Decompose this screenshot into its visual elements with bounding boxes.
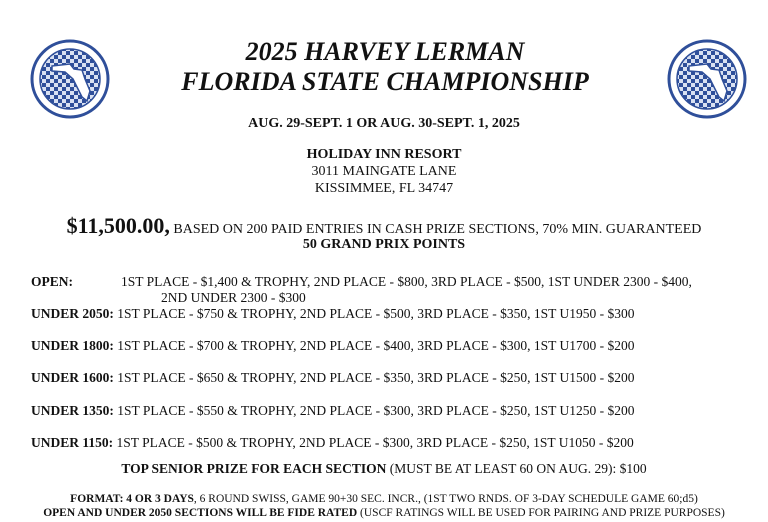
prize-fund-text: BASED ON 200 PAID ENTRIES IN CASH PRIZE SECTIONS, 70% MIN. GUARANTEED <box>169 222 702 237</box>
section-name: UNDER 2050: <box>31 306 114 321</box>
section-prizes-continued: 2ND UNDER 2300 - $300 <box>161 290 306 305</box>
venue-name: HOLIDAY INN RESORT <box>306 147 462 162</box>
venue-street: 3011 MAINGATE LANE <box>311 164 457 179</box>
format-detail: , 6 ROUND SWISS, GAME 90+30 SEC. INCR., (1ST TWO RNDS. OF 3-DAY SCHEDULE GAME 60;d5) <box>193 493 698 505</box>
prize-fund <box>0 213 768 239</box>
section-name: UNDER 1800: <box>31 338 114 353</box>
section-under-1350 <box>31 403 635 419</box>
section-under-1600 <box>31 370 635 386</box>
section-prizes: 1ST PLACE - $700 & TROPHY, 2ND PLACE - $400, 3RD PLACE - $300, 1ST U1700 - $200 <box>113 338 635 353</box>
section-name: UNDER 1150: <box>31 435 114 450</box>
format-label: FORMAT: 4 OR 3 DAYS <box>70 493 194 505</box>
fide-label: OPEN AND UNDER 2050 SECTIONS WILL BE FIDE RATED <box>43 507 358 519</box>
section-prizes: 1ST PLACE - $1,400 & TROPHY, 2ND PLACE - $800, 3RD PLACE - $500, 1ST UNDER 2300 - $400, <box>121 274 692 289</box>
venue-city: KISSIMMEE, FL 34747 <box>314 181 454 196</box>
senior-prize-label: TOP SENIOR PRIZE FOR EACH SECTION <box>121 461 387 476</box>
prize-fund-amount: $11,500.00, <box>66 213 170 238</box>
page-title: 2025 HARVEY LERMAN <box>245 37 525 66</box>
section-under-2050 <box>31 306 635 322</box>
fide-detail: (USCF RATINGS WILL BE USED FOR PAIRING AND PRIZE PURPOSES) <box>357 507 725 519</box>
section-under-1800 <box>31 338 635 354</box>
section-prizes: 1ST PLACE - $500 & TROPHY, 2ND PLACE - $300, 3RD PLACE - $250, 1ST U1050 - $200 <box>113 435 634 450</box>
senior-prize-detail: (MUST BE AT LEAST 60 ON AUG. 29): $100 <box>386 461 647 476</box>
page-subtitle: FLORIDA STATE CHAMPIONSHIP <box>181 67 589 96</box>
section-name: UNDER 1600: <box>31 370 114 385</box>
event-dates: AUG. 29-SEPT. 1 OR AUG. 30-SEPT. 1, 2025 <box>248 116 520 131</box>
florida-chess-seal-icon <box>30 39 110 119</box>
fide-line <box>0 507 768 519</box>
section-prizes: 1ST PLACE - $650 & TROPHY, 2ND PLACE - $350, 3RD PLACE - $250, 1ST U1500 - $200 <box>113 370 635 385</box>
section-name: UNDER 1350: <box>31 403 114 418</box>
section-name: OPEN: <box>31 274 73 289</box>
section-open <box>31 274 692 290</box>
section-prizes: 1ST PLACE - $550 & TROPHY, 2ND PLACE - $300, 3RD PLACE - $250, 1ST U1250 - $200 <box>113 403 635 418</box>
section-prizes: 1ST PLACE - $750 & TROPHY, 2ND PLACE - $500, 3RD PLACE - $350, 1ST U1950 - $300 <box>113 306 635 321</box>
section-under-1150 <box>31 435 634 451</box>
format-line <box>0 493 768 505</box>
florida-chess-seal-icon <box>667 39 747 119</box>
grand-prix-points: 50 GRAND PRIX POINTS <box>302 237 466 252</box>
senior-prize <box>0 461 768 477</box>
